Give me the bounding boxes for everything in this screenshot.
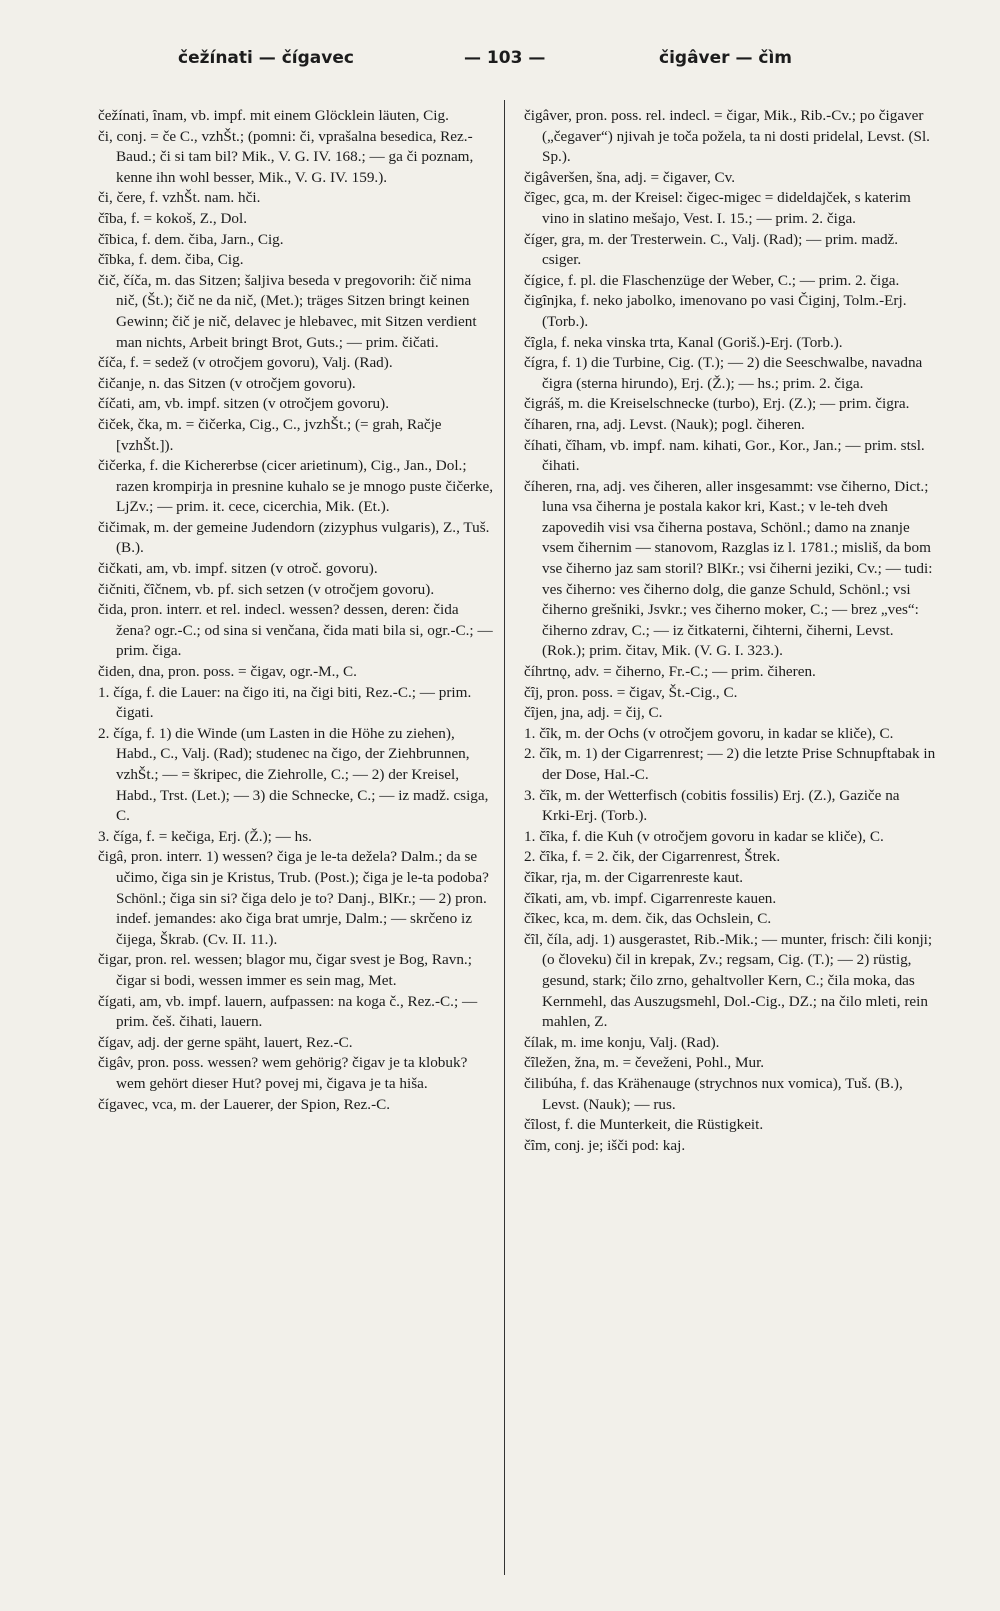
- dictionary-entry: 2. čȋk, m. 1) der Cigarrenrest; — 2) die letzte Prise Schnupftabak in der Dose, Hal.-C.: [524, 745, 936, 783]
- dictionary-entry: 2. číga, f. 1) die Winde (um Lasten in die Höhe zu ziehen), Habd., C., Valj. (Rad); studenec na čigo, der Ziehbrunnen, vzhŠt.; — = škripec, die Ziehrolle, C.; — 2) der Kreisel, Habd., Trst. (Let.); — 3) die Schnecke, C.; — iz madž. csiga, C.: [98, 724, 489, 825]
- dictionary-entry: 1. čȋk, m. der Ochs (v otročjem govoru, in kadar se kliče), C.: [524, 724, 894, 742]
- dictionary-entry: čigâveršen, šna, adj. = čigaver, Cv.: [524, 168, 736, 186]
- dictionary-entry: čičkati, am, vb. impf. sitzen (v otroč. govoru).: [98, 560, 378, 578]
- dictionary-entry: čilibúha, f. das Krähenauge (strychnos nux vomica), Tuš. (B.), Levst. (Nauk); — rus.: [524, 1074, 903, 1113]
- dictionary-entry: čȋgla, f. neka vinska trta, Kanal (Goriš.)-Erj. (Torb.).: [524, 333, 843, 351]
- dictionary-entry: čigráš, m. die Kreiselschnecke (turbo), Erj. (Z.); — prim. čigra.: [524, 395, 910, 413]
- dictionary-entry: čígice, f. pl. die Flaschenzüge der Weber, C.; — prim. 2. čiga.: [524, 271, 900, 289]
- dictionary-entry: 1. číga, f. die Lauer: na čigo iti, na čigi biti, Rez.-C.; — prim. čigati.: [98, 683, 472, 722]
- dictionary-entry: čežínati, ȋnam, vb. impf. mit einem Glöcklein läuten, Cig.: [98, 107, 449, 124]
- dictionary-entry: čȋj, pron. poss. = čigav, Št.-Cig., C.: [524, 683, 738, 701]
- dictionary-entry: čiden, dna, pron. poss. = čigav, ogr.-M., C.: [98, 663, 357, 681]
- dictionary-entry: čílak, m. ime konju, Valj. (Rad).: [524, 1033, 720, 1051]
- column-divider: [504, 100, 505, 1575]
- dictionary-entry: číhrtnǫ, adv. = čiherno, Fr.-C.; — prim. čiheren.: [524, 663, 816, 681]
- dictionary-entry: čȋm, conj. je; išči pod: kaj.: [524, 1136, 686, 1154]
- dictionary-entry: čigâ, pron. interr. 1) wessen? čiga je le-ta dežela? Dalm.; da se učimo, čiga sin je Kristus, Trub. (Post.); čiga je le-ta podoba? Schönl.; čiga sin si? čiga delo je to? Danj., BlKr.; — 2) pron. indef. jemandes: ako čiga brat umrje, Dalm.; — skrčeno iz čijega, Škrab. (Cv. II. 11.).: [98, 848, 489, 948]
- dictionary-entry: číheren, rna, adj. ves čiheren, aller insgesammt: vse čiherno, Dict.; luna vsa čiherna je postala kakor kri, Kast.; v le-teh dveh zapovedih visi vsa čiherna postava, Schönl.; damo na znanje vsem čihernim — stanovom, Razglas iz l. 1781.; misliš, da bom vse čiherno jaz sam storil? BlKr.; vsi čiherni jeziki, Cv.; — tudi: ves čiherno: ves čiherno dolg, die ganze Schuld, Schönl.; vsi čiherno grešniki, Jsvkr.; ves čiherno moker, C.; — brez „ves“: čiherno zdrav, C.; — iz čitkaterni, čihterni, čiherni, Levst. (Rok.); prim. čitav, Mik. (V. G. I. 323.).: [524, 477, 933, 660]
- dictionary-entry: 1. čȋka, f. die Kuh (v otročjem govoru in kadar se kliče), C.: [524, 827, 884, 845]
- dictionary-entry: čígra, f. 1) die Turbine, Cig. (T.); — 2) die Seeschwalbe, navadna čigra (sterna hirundo), Erj. (Ž.); — hs.; prim. 2. čiga.: [524, 354, 923, 392]
- dictionary-entry: 3. číga, f. = kečiga, Erj. (Ž.); — hs.: [98, 827, 312, 845]
- dictionary-entry: čȋbka, f. dem. čiba, Cig.: [98, 251, 244, 269]
- page-header: [0, 48, 1000, 78]
- dictionary-entry: číharen, rna, adj. Levst. (Nauk); pogl. čiheren.: [524, 415, 805, 433]
- dictionary-entry: číhati, čȋham, vb. impf. nam. kihati, Gor., Kor., Jan.; — prim. stsl. čihati.: [524, 436, 925, 475]
- dictionary-entry: čigar, pron. rel. wessen; blagor mu, čigar svest je Bog, Ravn.; čigar si bodi, wessen immer es sein mag, Met.: [98, 951, 472, 989]
- dictionary-entry: 3. čȋk, m. der Wetterfisch (cobitis fossilis) Erj. (Z.), Gaziče na Krki-Erj. (Torb.).: [524, 786, 900, 825]
- dictionary-entry: čičanje, n. das Sitzen (v otročjem govoru).: [98, 374, 356, 392]
- page-number: — 103 —: [464, 48, 546, 68]
- dictionary-entry: čič, číča, m. das Sitzen; šaljiva beseda v pregovorih: čič nima nič, (Št.); čič ne da nič, (Met.); träges Sitzen bringt keinen Gewinn; čič je nič, delavec je hlebavec, mit Sitzen verdient man nichts, Arbeit bringt Brot, Guts.; — prim. čičati.: [98, 271, 477, 351]
- dictionary-entry: číčati, am, vb. impf. sitzen (v otročjem govoru).: [98, 395, 390, 413]
- dictionary-entry: čȋkati, am, vb. impf. Cigarrenreste kauen.: [524, 889, 777, 907]
- dictionary-entry: či, conj. = če C., vzhŠt.; (pomni: či, vprašalna besedica, Rez.-Baud.; či si tam bil? Mik., V. G. IV. 168.; — ga či poznam, kenne ihn wohl besser, Mik., V. G. IV. 159.).: [98, 127, 474, 186]
- dictionary-entry: čȋl, číla, adj. 1) ausgerastet, Rib.-Mik.; — munter, frisch: čili konji; (o človeku) čil in krepak, Zv.; regsam, Cig. (T.); — 2) rüstig, gesund, stark; čilo zrno, gehaltvoller Kern, C.; čila moka, das Kernmehl, das Auszugsmehl, Dol.-Cig., DZ.; na čilo mleti, rein mahlen, Z.: [524, 930, 933, 1031]
- dictionary-entry: čigâver, pron. poss. rel. indecl. = čigar, Mik., Rib.-Cv.; po čigaver („čegaver“) njivah je toča požela, ta ni dosti pridelal, Levst. (Sl. Sp.).: [524, 107, 930, 166]
- dictionary-entry: čičniti, čȋčnem, vb. pf. sich setzen (v otročjem govoru).: [98, 580, 435, 598]
- dictionary-entry: 2. čȋka, f. = 2. čik, der Cigarrenrest, Štrek.: [524, 848, 781, 866]
- dictionary-entry: čičerka, f. die Kichererbse (cicer arietinum), Cig., Jan., Dol.; razen krompirja in presnine kuhalo se je mnogo puste čičerke, LjZv.; — prim. it. cece, cicerchia, Mik. (Et.).: [98, 457, 494, 516]
- dictionary-entry: čigȋnjka, f. neko jabolko, imenovano po vasi Čiginj, Tolm.-Erj. (Torb.).: [524, 292, 907, 330]
- dictionary-entry: čȋjen, jna, adj. = čij, C.: [524, 704, 663, 722]
- dictionary-entry: čȋgec, gca, m. der Kreisel: čigec-migec = dideldajček, s katerim vino in slatino mešajo, Vest. I. 15.; — prim. 2. čiga.: [524, 189, 911, 227]
- dictionary-entry: čȋlost, f. die Munterkeit, die Rüstigkeit.: [524, 1116, 764, 1134]
- dictionary-entry: čičimak, m. der gemeine Judendorn (zizyphus vulgaris), Z., Tuš. (B.).: [98, 518, 490, 557]
- dictionary-entry: čígavec, vca, m. der Lauerer, der Spion, Rez.-C.: [98, 1095, 391, 1113]
- dictionary-entry: čȋležen, žna, m. = čeveženi, Pohl., Mur.: [524, 1054, 765, 1072]
- dictionary-entry: číger, gra, m. der Tresterwein. C., Valj. (Rad); — prim. madž. csiger.: [524, 230, 899, 269]
- right-column: [524, 106, 936, 1156]
- dictionary-entry: čȋkec, kca, m. dem. čik, das Ochslein, C.: [524, 910, 772, 928]
- dictionary-entry: čȋbica, f. dem. čiba, Jarn., Cig.: [98, 230, 284, 248]
- dictionary-entry: číča, f. = sedež (v otročjem govoru), Valj. (Rad).: [98, 354, 393, 372]
- dictionary-entry: čiček, čka, m. = čičerka, Cig., C., jvzhŠt.; (= grah, Račje [vzhŠt.]).: [98, 415, 442, 454]
- dictionary-entry: či, čere, f. vzhŠt. nam. hči.: [98, 189, 261, 207]
- dictionary-entry: čigâv, pron. poss. wessen? wem gehörig? čigav je ta klobuk? wem gehört dieser Hut? povej mi, čigava je ta hiša.: [98, 1054, 468, 1092]
- dictionary-entry: čígati, am, vb. impf. lauern, aufpassen: na koga č., Rez.-C.; — prim. češ. čihati, lauern.: [98, 992, 478, 1031]
- dictionary-entry: čida, pron. interr. et rel. indecl. wessen? dessen, deren: čida žena? ogr.-C.; od sina si venčana, čida mati bila si, ogr.-C.; — prim. čiga.: [98, 601, 493, 660]
- header-left-guideword: čežínati — čígavec: [178, 48, 354, 68]
- dictionary-entry: čȋba, f. = kokoš, Z., Dol.: [98, 209, 248, 227]
- header-right-guideword: čigâver — čìm: [659, 48, 792, 68]
- left-column: [98, 106, 496, 1115]
- dictionary-entry: čígav, adj. der gerne späht, lauert, Rez.-C.: [98, 1033, 353, 1051]
- dictionary-entry: čȋkar, rja, m. der Cigarrenreste kaut.: [524, 868, 744, 886]
